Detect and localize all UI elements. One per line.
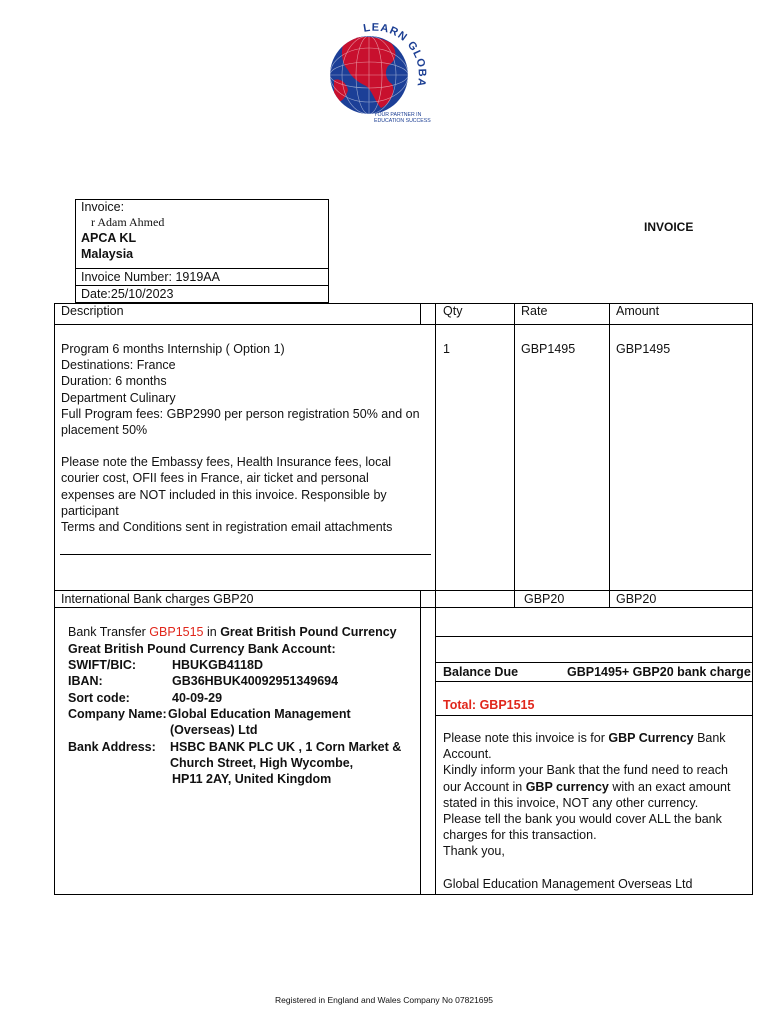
- note-line: Terms and Conditions sent in registration email attachments: [61, 520, 393, 535]
- recipient-country: Malaysia: [81, 247, 134, 261]
- bank-account-heading: Great British Pound Currency Bank Account:: [68, 642, 336, 656]
- balance-due-label: Balance Due: [443, 665, 519, 679]
- col-qty-header: Qty: [443, 304, 463, 318]
- bank-transfer-line: Bank Transfer GBP1515 in Great British Pound Currency: [68, 625, 397, 639]
- iban-label: IBAN:: [68, 674, 103, 688]
- recipient-name: r Adam Ahmed: [91, 215, 165, 229]
- sort-code-value: 40-09-29: [172, 691, 223, 705]
- note-line: participant: [61, 503, 119, 518]
- payment-notice: [443, 730, 730, 892]
- item-line: placement 50%: [61, 423, 148, 438]
- sort-code-label: Sort code:: [68, 691, 130, 705]
- bank-address-line: HP11 2AY, United Kingdom: [172, 772, 332, 786]
- notice-line: charges for this transaction.: [443, 828, 597, 843]
- svg-text:LEARN GLOBAL: LEARN GLOBA: [362, 21, 428, 89]
- note-line: Please note the Embassy fees, Health Insurance fees, local: [61, 455, 392, 470]
- bank-charge-amount: GBP20: [616, 592, 657, 606]
- footer-registration: Registered in England and Wales Company No 07821695: [275, 995, 493, 1005]
- invoice-number: Invoice Number: 1919AA: [81, 270, 220, 284]
- notice-signature: Global Education Management Overseas Ltd: [443, 876, 693, 891]
- bank-address-label: Bank Address:: [68, 740, 156, 754]
- svg-text:EDUCATION SUCCESS: EDUCATION SUCCESS: [374, 118, 431, 124]
- notice-line: Account.: [443, 747, 492, 762]
- item-line: Duration: 6 months: [61, 374, 167, 389]
- globe-logo-icon: [326, 20, 444, 126]
- bank-address-line: HSBC BANK PLC UK , 1 Corn Market &: [170, 740, 402, 754]
- transfer-amount: GBP1515: [149, 625, 204, 639]
- balance-due-value: GBP1495+ GBP20 bank charge: [567, 665, 751, 679]
- bank-address-line: Church Street, High Wycombe,: [170, 756, 354, 770]
- notice-line: Thank you,: [443, 844, 505, 859]
- item-line: Destinations: France: [61, 358, 176, 373]
- invoice-label: Invoice:: [81, 200, 125, 214]
- item-qty: 1: [443, 342, 450, 356]
- company-name-label: Company Name:: [68, 707, 167, 721]
- recipient-org: APCA KL: [81, 231, 137, 245]
- col-rate-header: Rate: [521, 304, 548, 318]
- notice-line: Please tell the bank you would cover ALL the bank: [443, 812, 722, 827]
- swift-label: SWIFT/BIC:: [68, 658, 137, 672]
- company-name-value: Global Education Management: [168, 707, 351, 721]
- document-title: INVOICE: [644, 220, 694, 234]
- bank-charge-description: International Bank charges GBP20: [61, 592, 254, 606]
- bank-charge-rate: GBP20: [524, 592, 565, 606]
- swift-value: HBUKGB4118D: [172, 658, 264, 672]
- iban-value: GB36HBUK40092951349694: [172, 674, 339, 688]
- note-line: expenses are NOT included in this invoice. Responsible by: [61, 487, 387, 502]
- item-amount: GBP1495: [616, 342, 671, 356]
- total-amount: Total: GBP1515: [443, 698, 535, 712]
- item-line: Program 6 months Internship ( Option 1): [61, 342, 285, 356]
- col-description-header: Description: [61, 304, 124, 318]
- note-line: courier cost, OFII fees in France, air ticket and personal: [61, 471, 369, 486]
- notice-line: our Account in GBP currency with an exact amount: [443, 779, 731, 794]
- invoice-date: Date:25/10/2023: [81, 287, 174, 301]
- company-logo: [326, 20, 444, 126]
- item-line: Department Culinary: [61, 390, 176, 405]
- item-description: [61, 341, 420, 535]
- company-name-value: (Overseas) Ltd: [170, 723, 258, 737]
- svg-text:YOUR PARTNER IN: YOUR PARTNER IN: [374, 112, 422, 118]
- notice-line: Please note this invoice is for GBP Currency Bank: [443, 731, 726, 745]
- notice-line: Kindly inform your Bank that the fund need to reach: [443, 763, 728, 778]
- item-rate: GBP1495: [521, 342, 576, 356]
- notice-line: stated in this invoice, NOT any other currency.: [443, 795, 699, 810]
- item-line: Full Program fees: GBP2990 per person registration 50% and on: [61, 406, 420, 421]
- col-amount-header: Amount: [616, 304, 660, 318]
